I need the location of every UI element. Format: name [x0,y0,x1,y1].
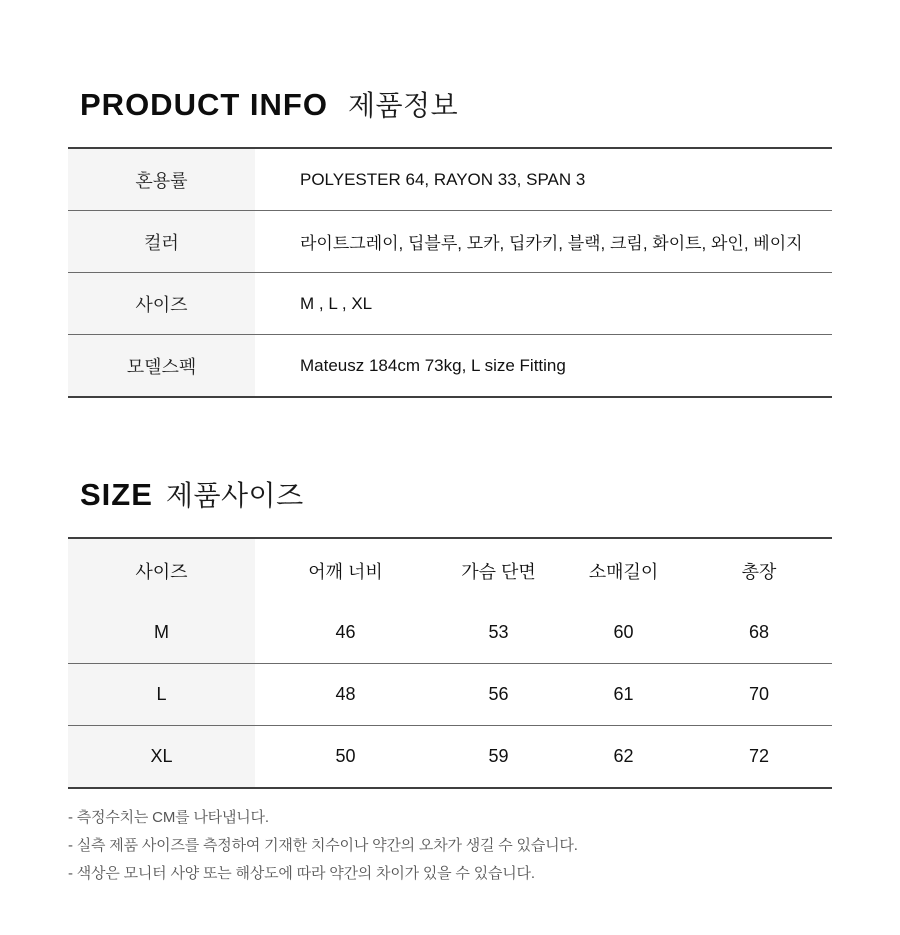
size-cell-label: M [68,602,255,664]
size-cell-value: 70 [748,684,770,704]
row-value: Mateusz 184cm 73kg, L size Fitting [300,355,566,375]
size-cell-label: L [68,664,255,726]
note-line: - 색상은 모니터 사양 또는 해상도에 따라 약간의 차이가 있을 수 있습니다. [68,865,535,882]
size-table [68,537,832,789]
table-row [68,273,832,335]
table-row [68,335,832,398]
size-cell-value: 72 [748,746,770,766]
row-value: 라이트그레이, 딥블루, 모카, 딥카키, 블랙, 크림, 화이트, 와인, 베이지 [300,234,803,253]
row-value: POLYESTER 64, RAYON 33, SPAN 3 [300,169,586,189]
header-cell-shoulder: 어깨 너비 [308,561,383,582]
size-table-header-row [68,538,832,602]
size-row-xl [68,726,832,789]
size-cell-value: 50 [335,746,356,766]
table-row [68,148,832,211]
header-cell-length: 총장 [741,561,777,582]
product-info-heading [80,0,900,124]
header-cell-sleeve: 소매길이 [588,561,659,582]
size-cell-value: 46 [335,622,356,642]
size-title-en: SIZE [80,477,153,512]
size-cell-value: 56 [488,684,509,704]
product-info-table [68,147,832,398]
size-row-l [68,664,832,726]
size-cell-value: 62 [613,746,634,766]
product-info-title-ko: 제품정보 [347,90,459,121]
row-value: M , L , XL [300,293,373,313]
size-cell-value: 53 [488,622,509,642]
measurement-notes [68,804,900,888]
size-cell-label: XL [68,726,255,789]
size-cell-value: 59 [488,746,509,766]
size-cell-value: 60 [613,622,634,642]
size-cell-value: 48 [335,684,356,704]
size-title-ko: 제품사이즈 [165,480,304,511]
row-label: 사이즈 [68,273,255,335]
header-cell-size: 사이즈 [68,538,255,602]
product-info-title-en: PRODUCT INFO [80,87,328,122]
size-section [0,398,900,789]
size-heading [80,398,900,514]
row-label: 혼용률 [68,148,255,211]
note-line: - 측정수치는 CM를 나타냅니다. [68,809,269,826]
size-row-m [68,602,832,664]
size-cell-value: 68 [748,622,770,642]
header-cell-chest: 가슴 단면 [461,561,536,582]
size-cell-value: 61 [613,684,634,704]
row-label: 컬러 [68,211,255,273]
table-row [68,211,832,273]
row-label: 모델스펙 [68,335,255,398]
product-info-section [0,0,900,398]
note-line: - 실측 제품 사이즈를 측정하여 기재한 치수이나 약간의 오차가 생길 수 있습니다. [68,837,578,854]
